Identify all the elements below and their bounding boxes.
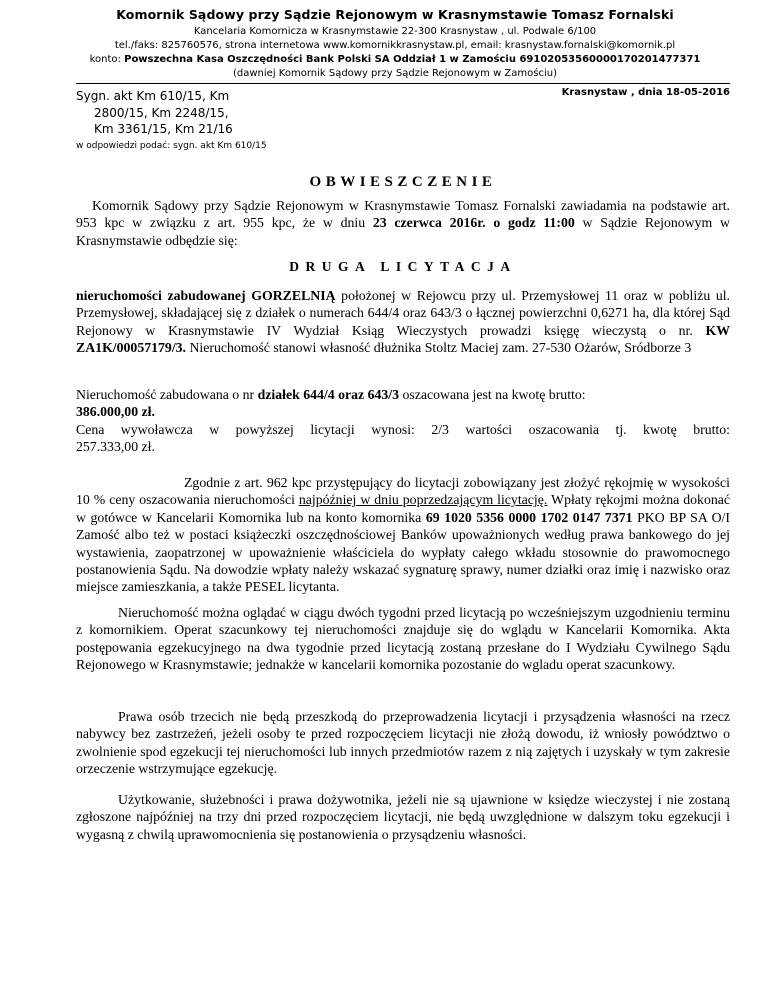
estimated-value: 386.000,00 zł. <box>76 404 155 420</box>
notice-title: OBWIESZCZENIE <box>309 174 497 190</box>
auction-datetime: 23 czerwca 2016r. o godz 11:00 <box>372 215 575 231</box>
call-price-value: 257.333,00 zł. <box>76 439 155 455</box>
bank-account: Powszechna Kasa Oszczędności Bank Polski SA Oddział 1 w Zamościu 69102053560000170201477371 <box>124 54 701 65</box>
case-line-3: Km 3361/15, Km 21/16 <box>94 122 233 136</box>
case-line-1: Sygn. akt Km 610/15, Km <box>76 89 230 103</box>
case-line-2: 2800/15, Km 2248/15, <box>94 105 229 120</box>
call-price-text: Cena wywoławcza w powyższej licytacji wynosi: 2/3 wartości oszacowania tj. kwotę brutto: <box>76 421 730 437</box>
office-contact: tel./faks: 825760576, strona internetowa www.komornikkrasnystaw.pl, email: krasnystaw.fornalski@komornik.pl <box>114 40 676 51</box>
deposit-account-number: 69 1020 5356 0000 1702 0147 7371 <box>425 509 633 525</box>
intro-paragraph <box>76 197 730 249</box>
document-date: Krasnystaw , dnia 18-05-2016 <box>561 87 730 98</box>
plot-numbers: działek 644/4 oraz 643/3 <box>257 387 400 402</box>
property-description: położonej w Rejowcu przy ul. Przemysłowej 11 oraz w pobliżu ul. Przemysłowej, składającej się z działek o numerach 644/4 oraz 643/3 o łącznej powierzchni 0,6271 ha, dla której Sąd Rejonowy w Krasnymstawie IV Wydział Ksiąg Wieczystych prowadzi księgę wieczystą o nr. <box>76 288 731 338</box>
auction-title: DRUGA LICYTACJA <box>289 259 517 274</box>
land-register-number: KW ZA1K/00057179/3. <box>76 322 730 356</box>
property-owner: Nieruchomość stanowi własność dłużnika Stoltz Maciej zam. 27-530 Ożarów, Sródborze 3 <box>186 340 692 356</box>
office-address: Kancelaria Komornicza w Krasnymstawie 22-300 Krasnystaw , ul. Podwale 6/100 <box>193 26 597 37</box>
third-party-rights-paragraph: Prawa osób trzecich nie będą przeszkodą do przeprowadzenia licytacji i przysądzenia własności na rzecz nabywcy bez zastrzeżeń, jeżeli osoby te przed rozpoczęciem licytacji nie złożą dowodu, iż wniosły powództwo o zwolnienie spod egzekucji tej nieruchomości lub innych przedmiotów razem z nią zajętych i uzyskały w tym zakresie orzeczenie wstrzymujące egzekucję. <box>76 709 730 777</box>
account-prefix: konto: <box>89 54 125 65</box>
usage-rights-paragraph: Użytkowanie, służebności i prawa dożywotnika, jeżeli nie są ujawnione w księdze wieczystej i nie zostaną zgłoszone najpóźniej na trzy dni przed rozpoczęciem licytacji, nie będą uwzględnione w dalszym toku egzekucji i wygasną z chwilą uprawomocnienia się postanowienia o przysądzeniu własności. <box>76 792 730 842</box>
reply-reference-note: w odpowiedzi podać: sygn. akt Km 610/15 <box>76 141 267 151</box>
viewing-paragraph: Nieruchomość można oglądać w ciągu dwóch tygodni przed licytacją po wcześniejszym uzgodnieniu terminu z komornikiem. Operat szacunkowy tej nieruchomości znajduje się do wglądu w Kancelarii Komornika. Akta postępowania egzekucyjnego na dwa tygodnie przed licytacją zostaną przesłane do I Wydziału Cywilnego Sądu Rejonowego w Krasnymstawie; jednakże w kancelarii komornika pozostanie do wgladu operat szacunkowy. <box>76 605 730 673</box>
deposit-deadline: najpóźniej w dniu poprzedzającym licytację. <box>298 492 548 508</box>
estimate-paragraph <box>76 386 730 456</box>
intro-text-end: w Sądzie Rejonowym w Krasnymstawie odbędzie się: <box>76 215 731 248</box>
case-reference <box>76 88 233 138</box>
deposit-paragraph <box>76 474 730 596</box>
header-divider <box>76 83 730 84</box>
intro-text: Komornik Sądowy przy Sądzie Rejonowym w Krasnymstawie Tomasz Fornalski zawiadamia na podstawie art. 953 kpc w związku z art. 955 kpc, że w dniu <box>76 198 730 231</box>
deposit-details-text: PKO BP SA O/I Zamość albo też w postaci książeczki oszczędnościowej Banków upoważnionych według prawa bankowego do jej wystawienia, zaopatrzonej w upoważnienie właściciela do wypłaty całego wkładu stosownie do prawomocnego postanowienia Sądu. Na dowodzie wpłaty należy wskazać sygnaturę sprawy, numer działki oraz imię i nazwisko oraz miejsce zamieszkania, a także PESEL licytanta. <box>76 509 730 595</box>
deposit-payment-text: Wpłaty rękojmi można dokonać w gotówce w Kancelarii Komornika lub na konto komornika <box>76 492 731 525</box>
former-office-note: (dawniej Komornik Sądowy przy Sądzie Rejonowym w Zamościu) <box>233 68 557 79</box>
deposit-text: Zgodnie z art. 962 kpc przystępujący do licytacji zobowiązany jest złożyć rękojmię w wysokości 10 % ceny oszacowania nieruchomości <box>76 475 730 508</box>
estimate-text-end: oszacowana jest na kwotę brutto: <box>399 387 586 402</box>
property-type: nieruchomości zabudowanej GORZELNIĄ <box>76 288 336 303</box>
bank-account-line <box>60 54 730 65</box>
estimate-line <box>76 386 730 403</box>
property-paragraph <box>76 287 730 357</box>
estimate-text: Nieruchomość zabudowana o nr <box>76 387 258 402</box>
bailiff-header-title: Komornik Sądowy przy Sądzie Rejonowym w Krasnymstawie Tomasz Fornalski <box>116 7 674 22</box>
